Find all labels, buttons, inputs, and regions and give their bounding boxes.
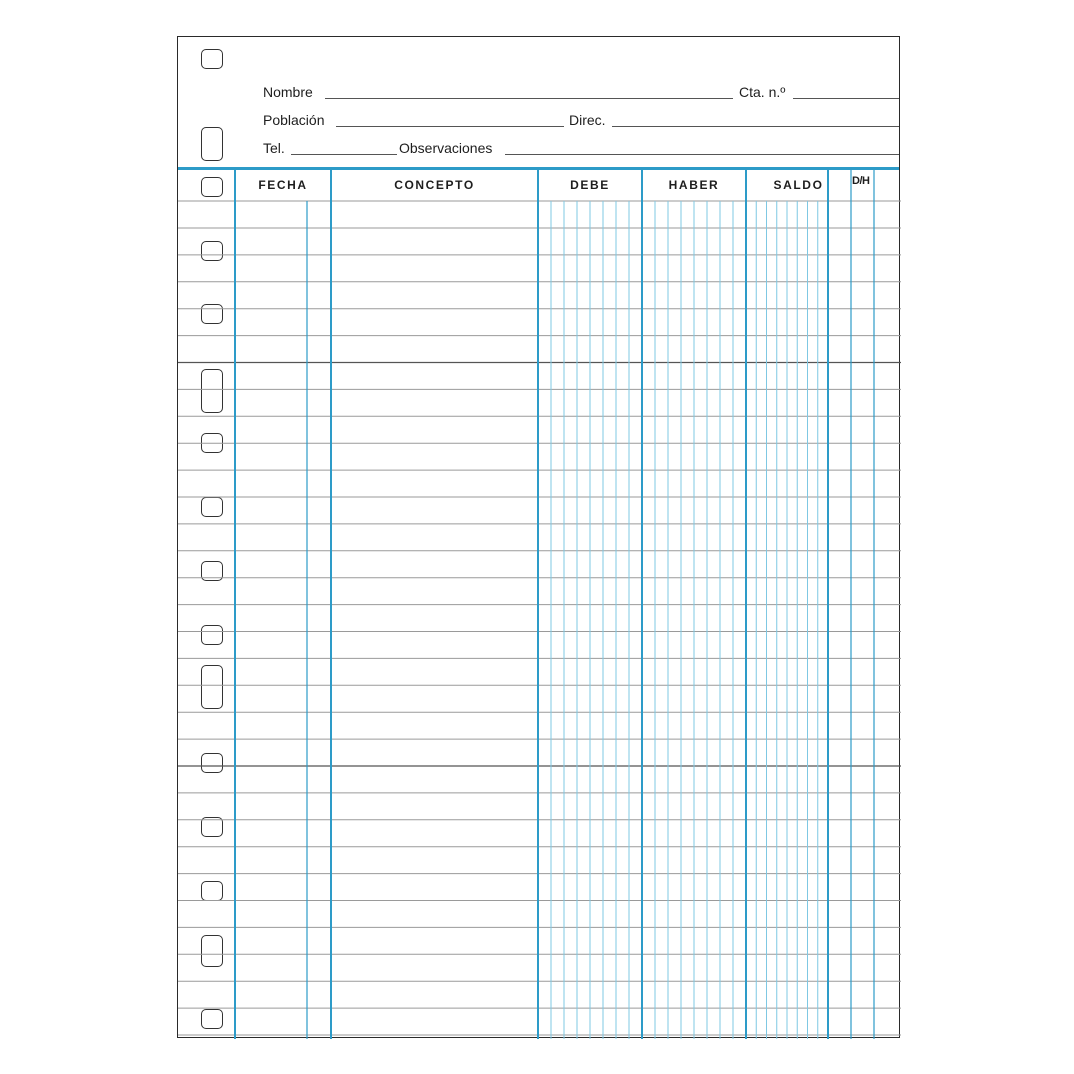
- col-header-haber: HABER: [668, 178, 720, 192]
- nombre-label: Nombre: [263, 84, 313, 100]
- ledger-sheet: [177, 36, 900, 1038]
- col-header-saldo: SALDO: [773, 178, 824, 192]
- telefono-label: Tel.: [263, 140, 285, 156]
- observaciones-label: Observaciones: [399, 140, 493, 156]
- col-header-fecha: FECHA: [258, 178, 308, 192]
- col-header-debe: DEBE: [570, 178, 610, 192]
- col-header-concepto: CONCEPTO: [394, 178, 475, 192]
- direccion-label: Direc.: [569, 112, 606, 128]
- poblacion-label: Población: [263, 112, 325, 128]
- col-header-dh: D/H: [852, 175, 870, 187]
- cuenta-label: Cta. n.º: [739, 84, 786, 100]
